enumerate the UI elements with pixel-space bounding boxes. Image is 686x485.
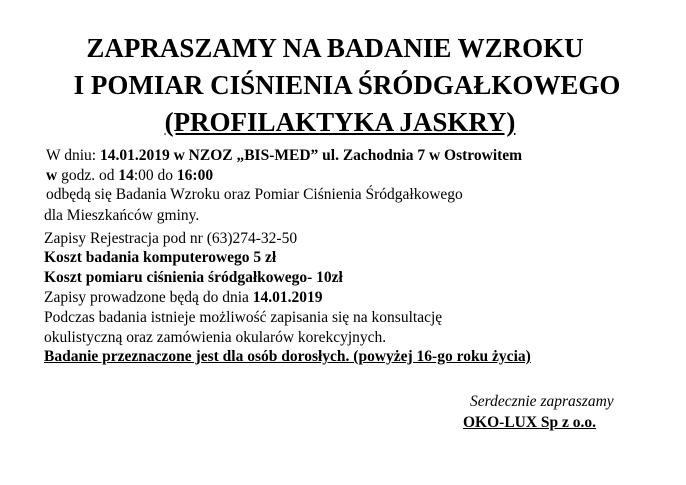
signup-line	[44, 288, 323, 307]
signup-prefix: Zapisy prowadzone będą do dnia	[44, 289, 253, 306]
registration-phone: Zapisy Rejestracja pod nr (63)274-32-50	[44, 230, 298, 247]
signature-company: OKO-LUX Sp z o.o.	[463, 414, 597, 431]
hours-start: 14	[118, 167, 134, 184]
heading-line-1: ZAPRASZAMY NA BADANIE WZROKU	[86, 33, 584, 63]
exam-description: odbędą się Badania Wzroku oraz Pomiar Ciśnienia Śródgałkowego	[46, 186, 463, 203]
glasses-line: okulistyczną oraz zamówienia okularów korekcyjnych.	[44, 329, 387, 346]
consultation-line: Podczas badania istnieje możliwość zapisania się na konsultację	[44, 309, 443, 326]
hours-start-min: :00 do	[133, 167, 177, 184]
date-prefix: W dniu:	[46, 147, 100, 164]
heading-line-3: (PROFILAKTYKA JASKRY)	[164, 107, 516, 137]
date-info: 14.01.2019 w NZOZ „BIS-MED” ul. Zachodnia 7 w Ostrowitem	[99, 147, 523, 164]
signup-date: 14.01.2019	[252, 289, 323, 306]
date-line	[46, 146, 522, 165]
signature-greeting: Serdecznie zapraszamy	[470, 393, 614, 410]
cost-pressure: Koszt pomiaru ciśnienia śródgałkowego- 10zł	[44, 269, 343, 286]
hours-prefix: godz. od	[57, 167, 119, 184]
heading-line-2: I POMIAR CIŚNIENIA ŚRÓDGAŁKOWEGO	[73, 70, 621, 100]
hours-line	[46, 166, 213, 185]
hours-end: 16:00	[176, 167, 214, 184]
adults-note: Badanie przeznaczone jest dla osób dorosłych. (powyżej 16-go roku życia)	[44, 348, 531, 365]
residents-line: dla Mieszkańców gminy.	[44, 207, 200, 224]
cost-computer: Koszt badania komputerowego 5 zł	[44, 249, 277, 266]
hours-w: w	[46, 167, 58, 184]
